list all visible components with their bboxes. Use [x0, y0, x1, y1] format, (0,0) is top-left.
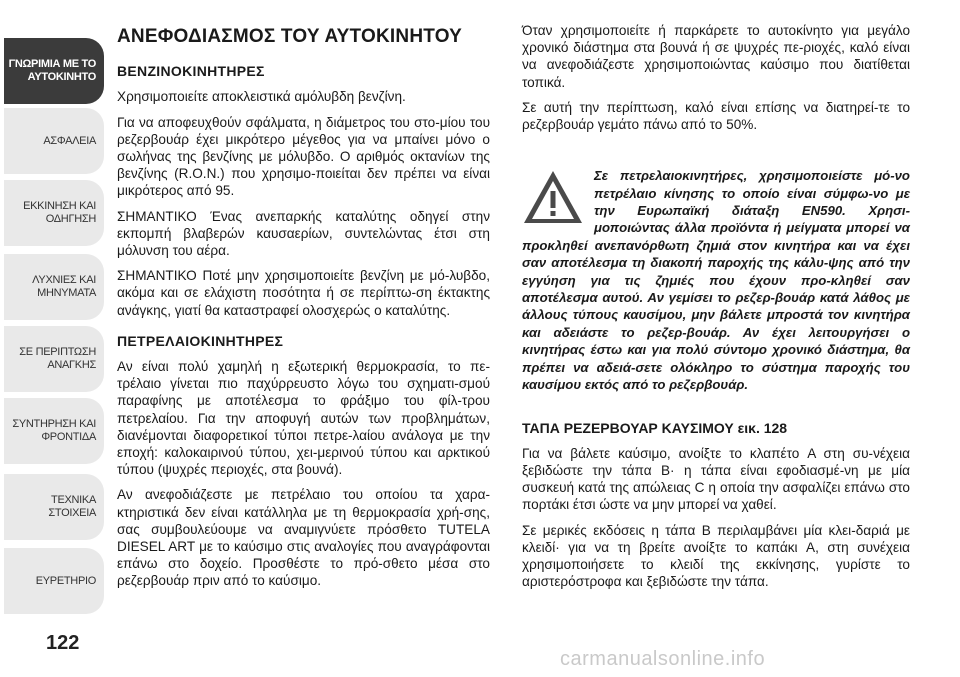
tab-label: ΣΥΝΤΗΡΗΣΗ ΚΑΙ: [12, 418, 96, 430]
paragraph: Σε αυτή την περίπτωση, καλό είναι επίσης να διατηρεί-τε το ρεζερβουάρ γεμάτο πάνω από το 50%.: [522, 99, 910, 133]
paragraph: Σε μερικές εκδόσεις η τάπα B περιλαμβάνει μία κλει-δαριά με κλειδί· για να τη βρείτε ανοίξτε το καπάκι A, στη συνέχεια χρησιμοποιήσετε το κλειδί της εκκίνησης, γυρίστε το αριστερόστροφα και ξεβιδώστε την τάπα.: [522, 522, 910, 590]
tab-label: ΛΥΧΝΙΕΣ ΚΑΙ: [32, 274, 96, 286]
tab-label: ΦΡΟΝΤΙΔΑ: [41, 431, 96, 443]
paragraph: Για να βάλετε καύσιμο, ανοίξτε το κλαπέτο A στη συ-νέχεια ξεβιδώστε την τάπα B· η τάπα είναι εφοδιασμέ-νη με μία συσκευή κατά της απώλειας C η οποία την ασφαλίζει επάνω στο πορτάκι έτσι ώστε να μην μπορεί να χαθεί.: [522, 445, 910, 513]
page-title: ΑΝΕΦΟΔΙΑΣΜΟΣ ΤΟΥ ΑΥΤΟΚΙΝΗΤΟΥ: [117, 26, 463, 47]
tab-emergency[interactable]: [4, 326, 104, 392]
tab-label: ΣΕ ΠΕΡΙΠΤΩΣΗ: [19, 346, 96, 358]
tab-getting-to-know[interactable]: [4, 38, 104, 104]
tab-maintenance[interactable]: [4, 398, 104, 464]
paragraph: Αν ανεφοδιάζεστε με πετρέλαιο του οποίου τα χαρα-κτηριστικά δεν είναι κατάλληλα με τη θερμοκρασία χρή-σης, σας συμβουλεύουμε να αναμιγνύετε πρόσθετο TUTELA DIESEL ART με το καύσιμο στις αναλογίες που αναγράφονται επάνω στο δοχείο. Προσθέστε το πρό-σθετο μέσα στο ρεζερβουάρ πριν από το καύσιμο.: [117, 487, 490, 589]
tab-label: ΑΥΤΟΚΙΝΗΤΟ: [27, 71, 96, 83]
paragraph: Για να αποφευχθούν σφάλματα, η διάμετρος του στο-μίου του ρεζερβουάρ έχει μικρότερο μέγεθος για να μπαίνει μόνο ο σωλήνας της βενζίνης με μόλυβδο. Ο αριθμός οκτανίων της βενζίνης (R.O.N.) που χρησιμο-ποιείται δεν πρέπει να είναι μικρότερος από 95.: [117, 114, 490, 199]
tab-label: ΑΣΦΑΛΕΙΑ: [43, 134, 96, 147]
paragraph: ΣΗΜΑΝΤΙΚΟ Ένας ανεπαρκής καταλύτης οδηγεί στην εκπομπή βλαβερών καυσαερίων, συντελώντας έτσι στη μόλυνση του αέρα.: [117, 208, 490, 259]
tab-technical-data[interactable]: [4, 474, 104, 540]
tab-label: ΤΕΧΝΙΚΑ ΣΤΟΙΧΕΙΑ: [48, 494, 96, 519]
diesel-engines-heading: ΠΕΤΡΕΛΑΙΟΚΙΝΗΤΗΡΕΣ: [117, 332, 284, 349]
tab-label: ΕΥΡΕΤΗΡΙΟ: [35, 574, 96, 587]
tab-label: ΜΗΝΥΜΑΤΑ: [37, 287, 96, 299]
petrol-engines-heading: ΒΕΝΖΙΝΟΚΙΝΗΤΗΡΕΣ: [117, 63, 265, 80]
left-column: [117, 22, 490, 598]
tab-label: ΕΚΚΙΝΗΣΗ ΚΑΙ: [23, 200, 96, 212]
tab-index[interactable]: [4, 548, 104, 614]
paragraph: ΣΗΜΑΝΤΙΚΟ Ποτέ μην χρησιμοποιείτε βενζίνη με μό-λυβδο, ακόμα και σε ελάχιστη ποσότητα ή σε περίπτω-ση έκτακτης ανάγκης, γιατί θα καταστραφεί ολοσχερώς ο καταλύτης.: [117, 268, 490, 318]
right-column: [522, 22, 910, 598]
warning-text: Σε πετρελαιοκινητήρες, χρησιμοποιείστε μό-νο πετρέλαιο κίνησης το οποίο είναι σύμφω-νο με την Ευρωπαϊκή διάταξη EN590. Χρησι-μοποιώντας άλλα προϊόντα ή μείγματα μπορεί να προκληθεί ανεπανόρθωτη ζημιά στον κινητήρα και να έχει σαν αποτέλεσμα τη διακοπή παροχής της κάλυ-ψης από την εγγύηση για τις ζημιές που έχουν προ-κληθεί σαν αποτέλεσμα αυτού. Αν γεμίσει το ρεζερ-βουάρ κατά λάθος με άλλους τύπους καυσίμου, μην βάλετε μπροστά τον κινητήρα και αδειάστε το ρεζερ-βουάρ. Αν έχει λειτουργήσει ο κινητήρας έστω και για πολύ σύντομο χρονικό διάστημα, θα πρέπει να αδειά-σετε ολόκληρο το σύστημα παροχής του καυσίμου εκτός από το ρεζερβουάρ.: [522, 168, 910, 393]
paragraph: Όταν χρησιμοποιείτε ή παρκάρετε το αυτοκίνητο για μεγάλο χρονικό διάστημα στα βουνά ή σε ψυχρές πε-ριοχές, καλό είναι να ανεφοδιάζεστε χρησιμοποιώντας καύσιμο που διατίθεται τοπικά.: [522, 23, 910, 90]
tab-starting-driving[interactable]: [4, 180, 104, 246]
warning-box: [522, 167, 910, 393]
tab-label: ΓΝΩΡΙΜΙΑ ΜΕ ΤΟ: [8, 58, 96, 70]
chapter-sidebar: [0, 0, 110, 677]
tab-label: ΟΔΗΓΗΣΗ: [45, 213, 96, 225]
paragraph: Αν είναι πολύ χαμηλή η εξωτερική θερμοκρασία, το πε-τρέλαιο γίνεται πιο παχύρρευστο λόγω του σχηματι-σμού παραφίνης με αποτέλεσμα το φράξιμο του φίλ-τρου πετρελαίου. Για την αποφυγή αυτών των προβλημάτων, διανέμονται διαφορετικοί τύποι πετρε-λαίου ανάλογα με την εποχή: καλοκαιρινού τύπου, χει-μερινού τύπου και αρκτικού τύπου (ψυχρές περιοχές, στα βουνά).: [117, 359, 490, 478]
paragraph: Χρησιμοποιείτε αποκλειστικά αμόλυβδη βενζίνη.: [117, 89, 406, 105]
warning-triangle-icon: [522, 169, 584, 225]
watermark: carmanualsonline.info: [560, 648, 766, 670]
page-number: 122: [46, 632, 80, 654]
tab-label: ΑΝΑΓΚΗΣ: [47, 359, 96, 371]
tab-safety[interactable]: [4, 108, 104, 174]
fuel-cap-heading: ΤΑΠΑ ΡΕΖΕΡΒΟΥΑΡ ΚΑΥΣΙΜΟΥ εικ. 128: [522, 419, 788, 436]
tab-warning-lights[interactable]: [4, 254, 104, 320]
